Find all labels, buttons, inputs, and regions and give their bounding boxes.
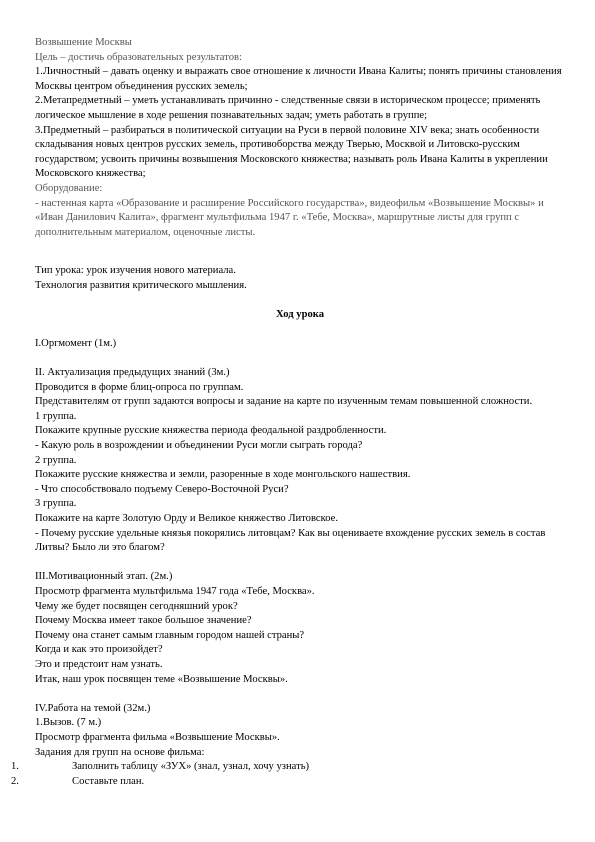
spacer (35, 322, 565, 337)
s3-line: Почему она станет самым главным городом нашей страны? (35, 629, 305, 641)
s3-line: Итак, наш урок посвящен теме «Возвышение Москвы». (35, 673, 288, 685)
spacer (35, 255, 565, 264)
task-number: 1. (11, 761, 19, 773)
equipment-text: - настенная карта «Образование и расширение Российского государства», видеофильм «Возвышение Москвы» и «Иван Данилович Калита», фрагмент мультфильма 1947 г. «Тебе, Москва», маршрутные листы для групп с дополнительным материалом, оценочные листы. (35, 197, 544, 238)
s2-line: II. Актуализация предыдущих знаний (3м.) (35, 367, 230, 379)
spacer (35, 556, 565, 571)
equipment-heading: Оборудование: (35, 182, 103, 194)
s2-line: Покажите на карте Золотую Орду и Великое княжество Литовское. (35, 513, 338, 524)
s2-line: Покажите крупные русские княжества периода феодальной раздробленности. (35, 425, 387, 437)
s3-line: Когда и как это произойдет? (35, 644, 163, 656)
document-content (11, 36, 565, 789)
s3-line: Это и предстоит нам узнать. (35, 658, 163, 670)
spacer (35, 293, 565, 308)
goal-metasubject: 2.Метапредметный – уметь устанавливать причинно - следственные связи в историческом процессе; применять логическое мышление в ходе решения познавательных задач; уметь работать в группе; (35, 95, 541, 121)
s4-line: Просмотр фрагмента фильма «Возвышение Москвы». (35, 731, 280, 743)
task-number: 2. (11, 775, 19, 787)
task-text: Заполнить таблицу «ЗУХ» (знал, узнал, хочу узнать) (72, 761, 310, 773)
s2-line: - Почему русские удельные князья покорялись литовцам? Как вы оцениваете вхождение русских земель в состав Литвы? Было ли это благом? (35, 527, 546, 554)
s2-line: Покажите русские княжества и земли, разоренные в ходе монгольского нашествия. (35, 469, 411, 481)
goal-heading: Цель – достичь образовательных результатов: (35, 51, 242, 63)
s4-line: Задания для групп на основе фильма: (35, 746, 205, 758)
s2-line: Представителям от групп задаются вопросы и задание на карте по изученным темам повышенной сложности. (35, 396, 533, 408)
s2-line: 2 группа. (35, 454, 77, 466)
task-text: Составьте план. (72, 775, 145, 787)
s2-line: Проводится в форме блиц-опроса по группам. (35, 381, 244, 393)
s3-line: Почему Москва имеет такое большое значение? (35, 615, 252, 627)
s4-line: 1.Вызов. (7 м.) (35, 717, 102, 729)
goal-personal: 1.Личностный – давать оценку и выражать свое отношение к личности Ивана Калиты; понять причины становления Москвы центром объединения русских земель; (35, 66, 562, 92)
doc-title: Возвышение Москвы (35, 37, 132, 48)
s2-line: - Что способствовало подъему Северо-Восточной Руси? (35, 483, 289, 495)
task-item (11, 775, 565, 790)
spacer (35, 687, 565, 702)
technology: Технология развития критического мышления. (35, 279, 247, 291)
s4-line: IV.Работа на темой (32м.) (35, 702, 151, 714)
lesson-type: Тип урока: урок изучения нового материала. (35, 264, 236, 276)
course-heading: Ход урока (275, 308, 325, 320)
s3-line: III.Мотивационный этап. (2м.) (35, 571, 173, 583)
spacer (35, 351, 565, 366)
goal-subject: 3.Предметный – разбираться в политической ситуации на Руси в первой половине XIV века; знать особенности складывания новых центров русских земель, противоборства между Тверью, Москвой и Литовско-русским государством; усвоить причины возвышения Московского княжества; называть роль Ивана Калиты в укреплении Московского княжества; (35, 124, 548, 180)
s2-line: 3 группа. (35, 498, 77, 510)
s3-line: Просмотр фрагмента мультфильма 1947 года «Тебе, Москва». (35, 585, 315, 597)
s2-line: - Какую роль в возрождении и объединении Руси могли сыграть города? (35, 440, 363, 452)
task-item (11, 760, 565, 775)
s2-line: 1 группа. (35, 410, 77, 422)
s3-line: Чему же будет посвящен сегодняшний урок? (35, 600, 238, 612)
section-org: I.Оргмомент (1м.) (35, 337, 117, 349)
spacer (35, 240, 565, 255)
